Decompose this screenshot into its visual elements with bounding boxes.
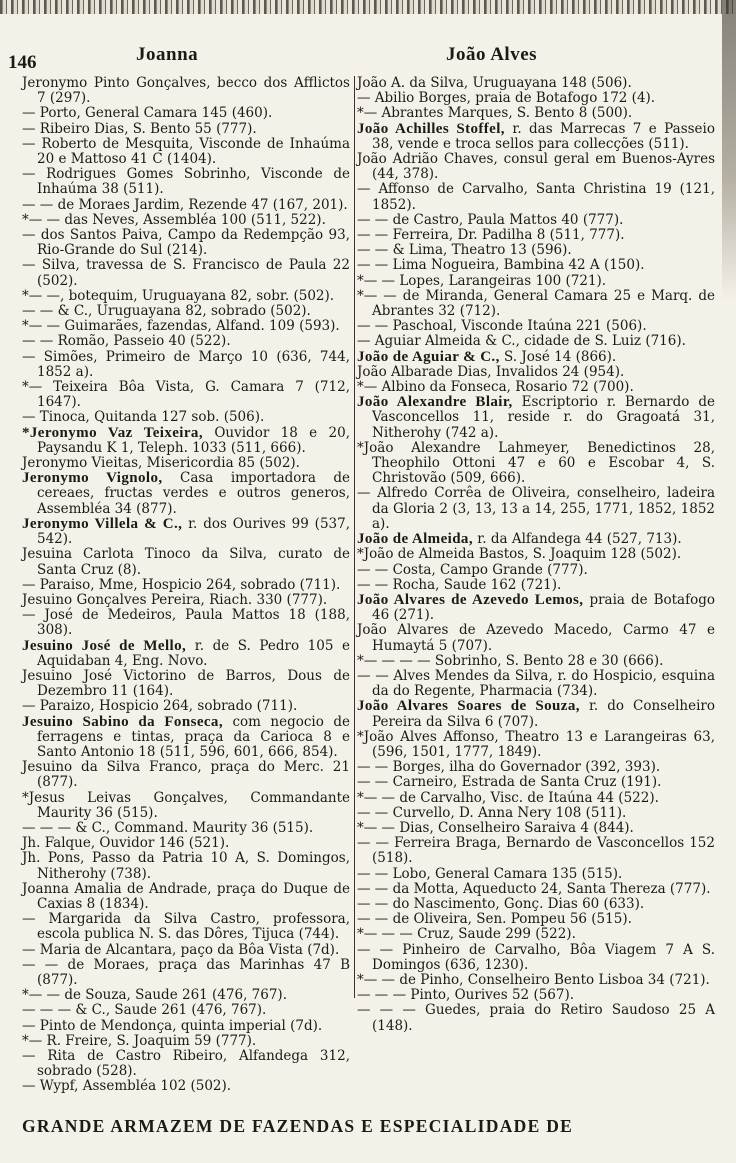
directory-entry <box>22 334 350 349</box>
column-divider <box>354 76 355 998</box>
entry-text: Jh. Falque, Ouvidor 146 (521). <box>22 835 230 852</box>
directory-entry <box>357 395 715 441</box>
entry-text: — Pinto de Mendonça, quinta imperial (7d). <box>22 1017 323 1034</box>
directory-entry <box>22 836 350 851</box>
directory-entry <box>22 517 350 547</box>
directory-entry <box>357 973 715 988</box>
directory-entry <box>22 943 350 958</box>
directory-entry <box>357 486 715 532</box>
directory-entry <box>357 563 715 578</box>
directory-entry <box>357 1003 715 1033</box>
entry-text: — Paraiso, Mme, Hospicio 264, sobrado (711). <box>22 576 341 593</box>
entry-text: — — Carneiro, Estrada de Santa Cruz (191). <box>357 774 662 791</box>
right-column <box>357 76 715 1036</box>
entry-text: Jesuina Carlota Tinoco da Silva, curato de Santa Cruz (8). <box>22 546 350 578</box>
directory-entry <box>22 319 350 334</box>
entry-text: — Ribeiro Dias, S. Bento 55 (777). <box>22 120 257 137</box>
entry-text: *João Alves Affonso, Theatro 13 e Larangeiras 63, (596, 1501, 1777, 1849). <box>357 728 715 760</box>
directory-entry <box>22 258 350 288</box>
entry-text: *— — das Neves, Assembléa 100 (511, 522). <box>22 211 326 228</box>
entry-text: — Maria de Alcantara, paço da Bôa Vista (7d). <box>22 941 340 958</box>
entry-text: — dos Santos Paiva, Campo da Redempção 93, Rio-Grande do Sul (214). <box>22 227 350 259</box>
directory-entry <box>357 912 715 927</box>
directory-entry <box>22 198 350 213</box>
directory-entry <box>357 593 715 623</box>
directory-entry <box>357 836 715 866</box>
entry-text: — — de Moraes Jardim, Rezende 47 (167, 201). <box>22 196 348 213</box>
left-column <box>22 75 350 1095</box>
entry-text: João Alvares de Azevedo Macedo, Carmo 47 e Humaytá 5 (707). <box>357 622 715 654</box>
directory-entry <box>357 775 715 790</box>
entry-text: *— — Guimarães, fazendas, Alfand. 109 (593). <box>22 318 340 335</box>
directory-entry <box>22 106 350 121</box>
entry-text: — — do Nascimento, Gonç. Dias 60 (633). <box>357 895 645 912</box>
directory-entry <box>357 927 715 942</box>
entry-text: *Jesus Leivas Gonçalves, Commandante Maurity 36 (515). <box>22 789 350 821</box>
directory-entry <box>22 1079 350 1094</box>
entry-name-heading: Jesuino José de Mello, <box>22 637 187 654</box>
entry-text: — — — Guedes, praia do Retiro Saudoso 25 A (148). <box>357 1002 715 1034</box>
entry-text: — — Pinheiro de Carvalho, Bôa Viagem 7 A S. Domingos (636, 1230). <box>357 941 715 973</box>
entry-text: — José de Medeiros, Paula Mattos 18 (188, 308). <box>22 607 350 639</box>
directory-entry <box>22 958 350 988</box>
directory-entry <box>357 882 715 897</box>
entry-text: *— — Lopes, Larangeiras 100 (721). <box>357 272 607 289</box>
entry-text: *— — de Carvalho, Visc. de Itaúna 44 (522). <box>357 789 659 806</box>
entry-text: João A. da Silva, Uruguayana 148 (506). <box>357 75 632 91</box>
directory-entry <box>22 1019 350 1034</box>
entry-name-heading: Jeronymo Villela & C., <box>22 515 183 532</box>
directory-entry <box>22 1034 350 1049</box>
entry-text: *— R. Freire, S. Joaquim 59 (777). <box>22 1032 257 1049</box>
directory-entry <box>357 806 715 821</box>
directory-entry <box>357 578 715 593</box>
entry-text: — — Costa, Campo Grande (777). <box>357 561 588 578</box>
entry-name-heading: João Achilles Stoffel, <box>357 120 505 137</box>
entry-text: Jeronymo Pinto Gonçalves, becco dos Afflictos 7 (297). <box>22 75 350 107</box>
entry-name-heading: *Jeronymo Vaz Teixeira, <box>22 424 203 441</box>
entry-text: — Paraizo, Hospicio 264, sobrado (711). <box>22 698 298 715</box>
directory-entry <box>22 213 350 228</box>
entry-text: — — Paschoal, Visconde Itaúna 221 (506). <box>357 318 647 335</box>
directory-entry <box>357 152 715 182</box>
directory-entry <box>22 578 350 593</box>
entry-text: praia de Botafogo 46 (271). <box>372 591 715 624</box>
directory-entry <box>22 456 350 471</box>
entry-text: — Margarida da Silva Castro, professora, escola publica N. S. das Dôres, Tijuca (744). <box>22 911 350 943</box>
directory-entry <box>357 334 715 349</box>
entry-text: r. dos Ourives 99 (537, 542). <box>37 515 350 548</box>
entry-text: *— — de Miranda, General Camara 25 e Marq. de Abrantes 32 (712). <box>357 287 715 320</box>
entry-text: — — Borges, ilha do Governador (392, 393). <box>357 759 661 776</box>
scanned-page-edge <box>0 0 736 14</box>
directory-entry <box>357 699 715 729</box>
directory-entry <box>357 289 715 319</box>
entry-name-heading: João Alvares Soares de Souza, <box>357 698 580 715</box>
entry-text: *— Teixeira Bôa Vista, G. Camara 7 (712, 1647). <box>22 379 350 411</box>
entry-text: — — Alves Mendes da Silva, r. do Hospicio, esquina da do Regente, Pharmacia (734). <box>357 667 715 700</box>
entry-text: *João Alexandre Lahmeyer, Benedictinos 28, Theophilo Ottoni 47 e 60 e Escobar 4, S. Christovão (509, 666). <box>357 439 715 487</box>
entry-text: Joanna Amalia de Andrade, praça do Duque de Caxias 8 (1834). <box>22 880 350 912</box>
entry-text: *João de Almeida Bastos, S. Joaquim 128 (502). <box>357 546 682 563</box>
entry-text: Escriptorio r. Bernardo de Vasconcellos 11, reside r. do Gragoatá 31, Nitherohy (742 a). <box>372 394 715 441</box>
directory-entry <box>357 791 715 806</box>
scanned-page-shadow <box>722 0 736 300</box>
directory-entry <box>357 365 715 380</box>
entry-text: — Rodrigues Gomes Sobrinho, Visconde de Inhaúma 38 (511). <box>22 166 350 198</box>
directory-entry <box>357 350 715 365</box>
entry-text: — — — Pinto, Ourives 52 (567). <box>357 987 575 1004</box>
directory-entry <box>22 228 350 258</box>
directory-entry <box>357 547 715 562</box>
directory-entry <box>357 943 715 973</box>
entry-text: — — & Lima, Theatro 13 (596). <box>357 242 572 259</box>
directory-entry <box>357 380 715 395</box>
directory-entry <box>357 988 715 1003</box>
entry-text: — Simões, Primeiro de Março 10 (636, 744, 1852 a). <box>22 348 350 380</box>
directory-entry <box>357 228 715 243</box>
directory-entry <box>357 730 715 760</box>
directory-entry <box>22 426 350 456</box>
entry-text: Jesuino da Silva Franco, praça do Merc. 21 (877). <box>22 759 350 791</box>
entry-text: Jh. Pons, Passo da Patria 10 A, S. Domingos, Nitherohy (738). <box>22 850 350 882</box>
entry-text: — — Ferreira Braga, Bernardo de Vasconcellos 152 (518). <box>357 835 715 867</box>
directory-entry <box>357 867 715 882</box>
directory-entry <box>357 654 715 669</box>
entry-text: Jesuino Gonçalves Pereira, Riach. 330 (777). <box>22 591 328 608</box>
entry-text: — Silva, travessa de S. Francisco de Paula 22 (502). <box>22 257 350 289</box>
entry-text: — Abilio Borges, praia de Botafogo 172 (4). <box>357 90 656 107</box>
directory-entry <box>22 289 350 304</box>
entry-name-heading: João de Aguiar & C., <box>357 348 500 365</box>
entry-text: r. de S. Pedro 105 e Aquidaban 4, Eng. Novo. <box>37 637 350 669</box>
directory-entry <box>357 760 715 775</box>
entry-text: r. da Alfandega 44 (527, 713). <box>473 531 682 548</box>
directory-entry <box>22 167 350 197</box>
directory-entry <box>22 410 350 425</box>
entry-text: Jeronymo Vieitas, Misericordia 85 (502). <box>22 455 300 472</box>
entry-text: — — de Moraes, praça das Marinhas 47 B (877). <box>22 956 350 988</box>
entry-text: João Albarade Dias, Invalidos 24 (954). <box>357 363 625 380</box>
directory-entry <box>357 441 715 487</box>
entry-text: *— — de Pinho, Conselheiro Bento Lisboa 34 (721). <box>357 971 710 988</box>
directory-entry <box>357 258 715 273</box>
entry-text: — — & C., Uruguayana 82, sobrado (502). <box>22 303 311 320</box>
directory-entry <box>22 1003 350 1018</box>
entry-text: — — de Castro, Paula Mattos 40 (777). <box>357 211 624 228</box>
entry-name-heading: Jeronymo Vignolo, <box>22 470 163 487</box>
entry-name-heading: João de Almeida, <box>357 531 473 548</box>
directory-entry <box>22 608 350 638</box>
entry-text: Casa importadora de cereaes, fructas verdes e outros generos, Assembléa 34 (877). <box>37 470 350 517</box>
entry-text: — — Ferreira, Dr. Padilha 8 (511, 777). <box>357 227 625 244</box>
right-running-head: João Alves <box>446 44 538 65</box>
entry-text: *— Albino da Fonseca, Rosario 72 (700). <box>357 379 634 396</box>
directory-entry <box>22 471 350 517</box>
entry-text: *— — Dias, Conselheiro Saraiva 4 (844). <box>357 819 634 836</box>
entry-text: *— — — — Sobrinho, S. Bento 28 e 30 (666). <box>357 652 664 669</box>
entry-text: com negocio de ferragens e tintas, praça da Carioca 8 e Santo Antonio 18 (511, 596, 601, 666, 854). <box>37 713 350 760</box>
directory-entry <box>22 669 350 699</box>
directory-entry <box>22 137 350 167</box>
entry-text: — — Curvello, D. Anna Nery 108 (511). <box>357 804 627 821</box>
directory-entry <box>22 547 350 577</box>
left-running-head: Joanna <box>136 44 199 65</box>
directory-entry <box>22 380 350 410</box>
entry-text: *— Abrantes Marques, S. Bento 8 (500). <box>357 105 633 122</box>
directory-entry <box>357 106 715 121</box>
directory-entry <box>22 350 350 380</box>
entry-text: — — de Oliveira, Sen. Pompeu 56 (515). <box>357 911 632 928</box>
entry-text: *— — de Souza, Saude 261 (476, 767). <box>22 987 287 1004</box>
directory-entry <box>22 715 350 761</box>
entry-text: — — Romão, Passeio 40 (522). <box>22 333 231 350</box>
entry-text: *— —, botequim, Uruguayana 82, sobr. (502). <box>22 287 335 304</box>
directory-entry <box>22 122 350 137</box>
entry-text: — — — & C., Saude 261 (476, 767). <box>22 1002 267 1019</box>
entry-text: — — Lobo, General Camara 135 (515). <box>357 865 623 882</box>
entry-text: Jesuino José Victorino de Barros, Dous de Dezembro 11 (164). <box>22 667 350 700</box>
page-footer-advert: GRANDE ARMAZEM DE FAZENDAS E ESPECIALIDADE DE <box>22 1116 574 1136</box>
entry-text: — Roberto de Mesquita, Visconde de Inhaúma 20 e Mattoso 41 C (1404). <box>22 135 350 168</box>
entry-text: — — Rocha, Saude 162 (721). <box>357 576 562 593</box>
page-number: 146 <box>8 52 37 73</box>
page-header <box>8 42 724 76</box>
directory-entry <box>357 122 715 152</box>
entry-text: — Aguiar Almeida & C., cidade de S. Luiz (716). <box>357 333 686 350</box>
entry-text: — — da Motta, Aqueducto 24, Santa Thereza (777). <box>357 880 711 897</box>
directory-entry <box>22 821 350 836</box>
directory-entry <box>22 699 350 714</box>
directory-entry <box>22 791 350 821</box>
entry-text: — Tinoca, Quitanda 127 sob. (506). <box>22 409 265 426</box>
directory-entry <box>357 243 715 258</box>
entry-text: — — — & C., Command. Maurity 36 (515). <box>22 819 314 836</box>
directory-entry <box>22 593 350 608</box>
entry-name-heading: João Alvares de Azevedo Lemos, <box>357 591 584 608</box>
directory-entry <box>357 669 715 699</box>
directory-entry <box>22 912 350 942</box>
directory-entry <box>357 821 715 836</box>
directory-entry <box>22 304 350 319</box>
directory-entry <box>22 1049 350 1079</box>
entry-text: — — Lima Nogueira, Bambina 42 A (150). <box>357 257 645 274</box>
directory-entry <box>357 213 715 228</box>
entry-text: S. José 14 (866). <box>499 348 617 365</box>
directory-entry <box>357 897 715 912</box>
directory-entry <box>22 851 350 881</box>
directory-entry <box>357 91 715 106</box>
directory-entry <box>357 623 715 653</box>
directory-entry <box>357 182 715 212</box>
entry-text: *— — — Cruz, Saude 299 (522). <box>357 926 576 943</box>
entry-text: Ouvidor 18 e 20, Paysandu K 1, Teleph. 1033 (511, 666). <box>37 424 350 456</box>
directory-entry <box>22 760 350 790</box>
directory-entry <box>357 76 715 91</box>
entry-text: — Alfredo Corrêa de Oliveira, conselheiro, ladeira da Gloria 2 (3, 13, 13 a 14, 255, 1771, 1852, 1852 a). <box>357 485 715 532</box>
entry-text: — Porto, General Camara 145 (460). <box>22 105 273 122</box>
entry-text: r. do Conselheiro Pereira da Silva 6 (707). <box>372 698 715 730</box>
entry-text: — Wypf, Assembléa 102 (502). <box>22 1078 232 1095</box>
directory-entry <box>22 882 350 912</box>
directory-entry <box>357 319 715 334</box>
entry-name-heading: Jesuino Sabino da Fonseca, <box>22 713 223 730</box>
directory-entry <box>22 76 350 106</box>
entry-text: r. das Marrecas 7 e Passeio 38, vende e troca sellos para collecções (511). <box>372 120 715 152</box>
directory-entry <box>22 639 350 669</box>
directory-entry <box>22 988 350 1003</box>
entry-text: João Adrião Chaves, consul geral em Buenos-Ayres (44, 378). <box>357 151 715 183</box>
directory-entry <box>357 274 715 289</box>
entry-text: — Rita de Castro Ribeiro, Alfandega 312, sobrado (528). <box>22 1048 350 1080</box>
entry-name-heading: João Alexandre Blair, <box>357 394 513 411</box>
entry-text: — Affonso de Carvalho, Santa Christina 19 (121, 1852). <box>357 181 715 213</box>
directory-entry <box>357 532 715 547</box>
